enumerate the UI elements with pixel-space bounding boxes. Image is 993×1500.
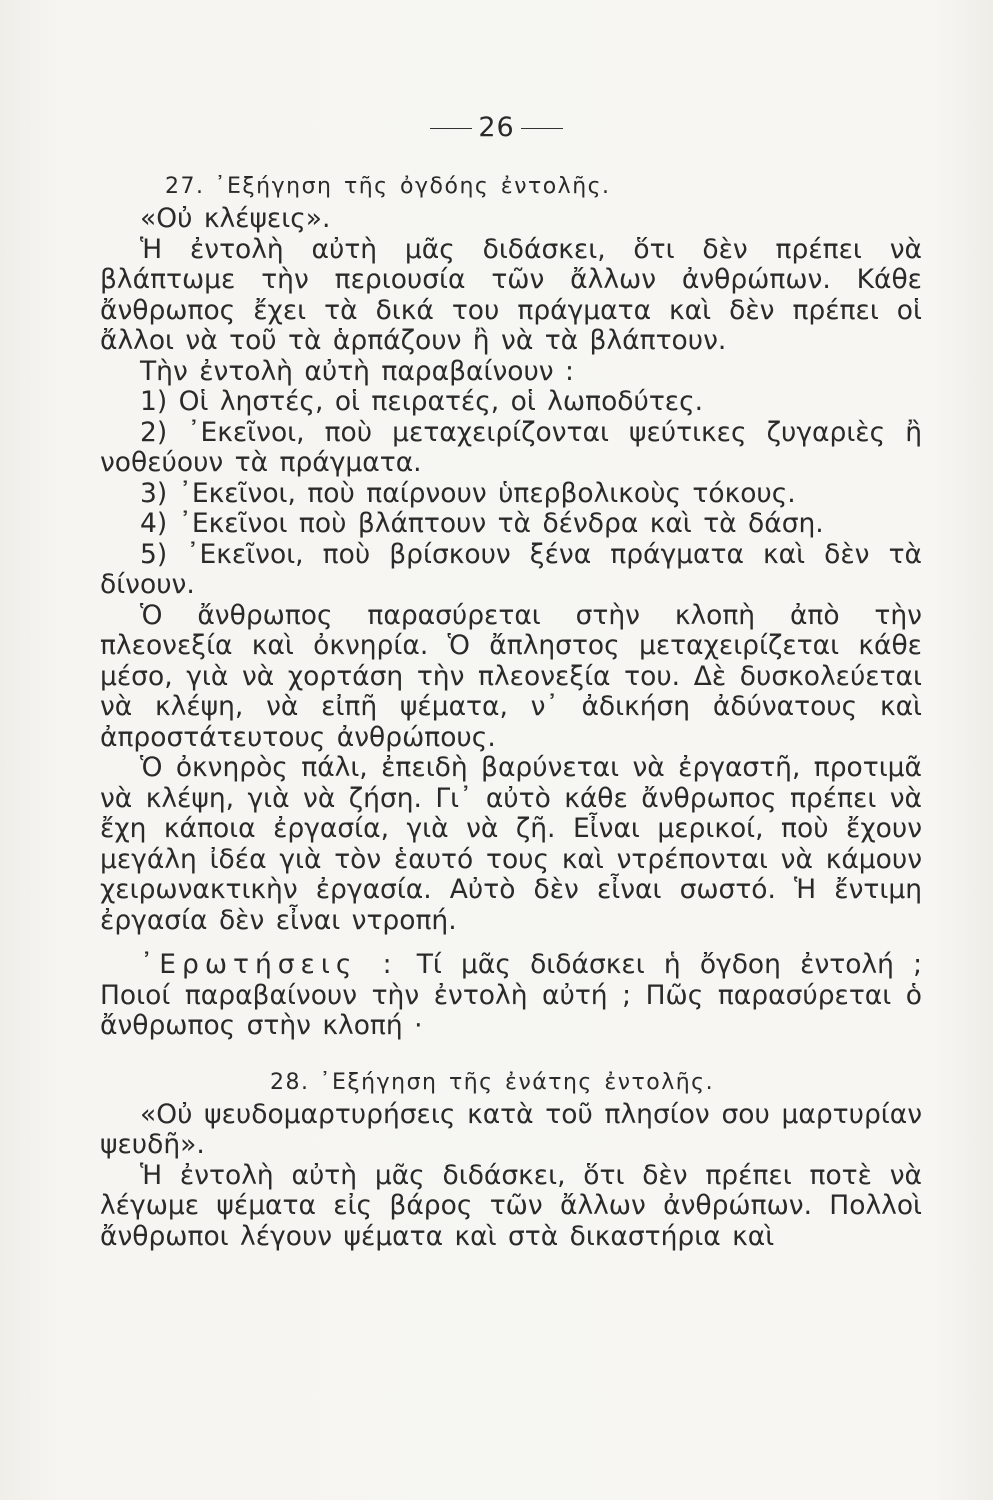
- section-27-paragraph-1: Ἡ ἐντολὴ αὐτὴ μᾶς διδάσκει, ὅτι δὲν πρέπει νὰ βλάπτωμε τὴν περιουσία τῶν ἄλλων ἀνθρώπων. Κάθε ἄνθρωπος ἔχει τὰ δικά του πράγματα καὶ δὲν πρέπει οἱ ἄλλοι νὰ τοῦ τὰ ἁρπάζουν ἢ νὰ τὰ βλάπτουν.: [100, 233, 922, 356]
- section-27-paragraph-3: Ὁ ὀκνηρὸς πάλι, ἐπειδὴ βαρύνεται νὰ ἐργαστῆ, προτιμᾶ νὰ κλέψη, γιὰ νὰ ζήση. Γι᾿ αὐτὸ κάθε ἄνθρωπος πρέπει νὰ ἔχη κάποια ἐργασία, γιὰ νὰ ζῆ. Εἶναι μερικοί, ποὺ ἔχουν μεγάλη ἰδέα γιὰ τὸν ἑαυτό τους καὶ ντρέπονται νὰ κάμουν χειρωνακτικὴν ἐργασία. Αὐτὸ δὲν εἶναι σωστό. Ἡ ἔντιμη ἐργασία δὲν εἶναι ντροπή.: [100, 752, 922, 936]
- spacer: [100, 1042, 922, 1068]
- spacer: [100, 936, 922, 950]
- section-28-title: ᾿Εξήγηση τῆς ἐνάτης ἐντολῆς.: [319, 1069, 715, 1095]
- section-27-commandment: «Οὐ κλέψεις».: [140, 203, 331, 234]
- section-28-commandment: «Οὐ ψευδομαρτυρήσεις κατὰ τοῦ πλησίον σου μαρτυρίαν ψευδῆ».: [100, 1098, 922, 1160]
- violator-list-item-5: 5) ᾿Εκεῖνοι, ποὺ βρίσκουν ξένα πράγματα καὶ δὲν τὰ δίνουν.: [100, 538, 922, 600]
- page-number-value: 26: [478, 112, 515, 143]
- questions-text: Τί μᾶς διδάσκει ἡ ὄγδοη ἐντολή ; Ποιοί παραβαίνουν τὴν ἐντολὴ αὐτή ; Πῶς παρασύρεται ὁ ἄνθρωπος στὴν κλοπή ·: [100, 949, 922, 1041]
- violator-list-item-4: 4) ᾿Εκεῖνοι ποὺ βλάπτουν τὰ δένδρα καὶ τὰ δάση.: [140, 508, 824, 539]
- violator-list-item-2: 2) ᾿Εκεῖνοι, ποὺ μεταχειρίζονται ψεύτικες ζυγαριὲς ἢ νοθεύουν τὰ πράγματα.: [100, 416, 922, 478]
- section-27-number: 27.: [165, 174, 205, 199]
- page-number-left-rule: [430, 128, 472, 129]
- violator-list-item-3: 3) ᾿Εκεῖνοι, ποὺ παίρνουν ὑπερβολικοὺς τόκους.: [140, 477, 796, 509]
- page-number-right-rule: [521, 128, 563, 129]
- questions-label: ᾿Ερωτήσεις :: [140, 949, 398, 980]
- section-27-questions: [100, 950, 922, 1042]
- section-27-heading: [100, 172, 922, 202]
- section-28-heading: [100, 1068, 922, 1098]
- page-number: [0, 112, 993, 143]
- section-28-number: 28.: [270, 1069, 310, 1095]
- violator-list-item-1: 1) Οἱ ληστές, οἱ πειρατές, οἱ λωποδύτες.: [140, 386, 704, 417]
- section-27-title: ᾿Εξήγηση τῆς ὀγδόης ἐντολῆς.: [214, 174, 611, 199]
- section-27-paragraph-2: Ὁ ἄνθρωπος παρασύρεται στὴν κλοπὴ ἀπὸ τὴν πλεονεξία καὶ ὀκνηρία. Ὁ ἄπληστος μεταχειρίζεται κάθε μέσο, γιὰ νὰ χορτάση τὴν πλεονεξία του. Δὲ δυσκολεύεται νὰ κλέψη, νὰ εἰπῆ ψέματα, ν᾿ ἀδικήση ἀδύνατους καὶ ἀπροστάτευτους ἀνθρώπους.: [100, 599, 922, 753]
- page-content: [100, 172, 922, 1252]
- section-27-violators-intro: Τὴν ἐντολὴ αὐτὴ παραβαίνουν :: [140, 355, 574, 387]
- section-28-paragraph-1: Ἡ ἐντολὴ αὐτὴ μᾶς διδάσκει, ὅτι δὲν πρέπει ποτὲ νὰ λέγωμε ψέματα εἰς βάρος τῶν ἄλλων ἀνθρώπων. Πολλοὶ ἄνθρωποι λέγουν ψέματα καὶ στὰ δικαστήρια καὶ: [100, 1159, 922, 1252]
